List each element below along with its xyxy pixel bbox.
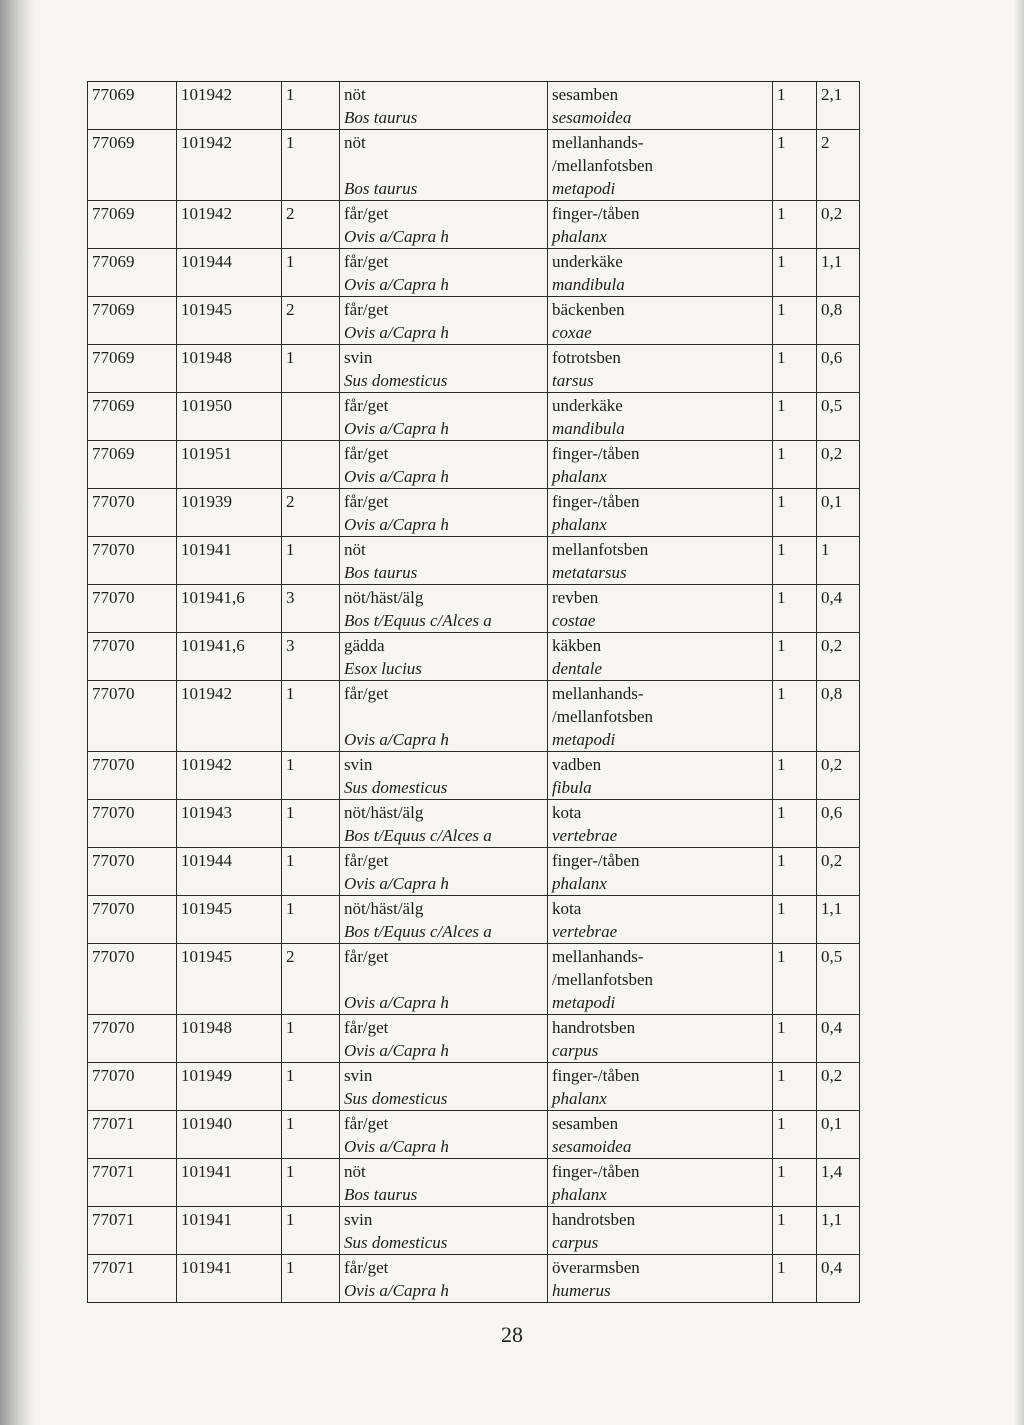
skeletal-element-cell: [548, 1063, 773, 1111]
lab-number-cell: 77071: [88, 1111, 177, 1159]
species-swedish-name: svin: [344, 1066, 373, 1085]
lab-number-cell: 77070: [88, 585, 177, 633]
species-latin-name: Bos taurus: [344, 179, 418, 198]
fragment-count-cell: 1: [773, 1159, 817, 1207]
weight-cell: 0,6: [817, 345, 860, 393]
skeletal-element-cell: [548, 800, 773, 848]
find-number-cell: 101948: [177, 1015, 282, 1063]
element-swedish-name: finger-/tåben: [552, 1066, 640, 1085]
find-number-cell: 101941,6: [177, 633, 282, 681]
skeletal-element-cell: [548, 585, 773, 633]
species-latin-name: Ovis a/Capra h: [344, 1137, 449, 1156]
skeletal-element-cell: [548, 297, 773, 345]
context-number-cell: 2: [282, 489, 340, 537]
page-edge-shadow: [1014, 0, 1024, 1425]
context-number-cell: 1: [282, 800, 340, 848]
species-latin-name: Bos taurus: [344, 108, 418, 127]
species-cell: [340, 441, 548, 489]
species-cell: [340, 82, 548, 130]
element-swedish-name: vadben: [552, 755, 602, 774]
species-latin-name: Ovis a/Capra h: [344, 874, 449, 893]
species-swedish-name: nöt: [344, 540, 366, 559]
table-row: [88, 297, 860, 345]
element-swedish-name: mellanfotsben: [552, 540, 649, 559]
element-swedish-name: underkäke: [552, 252, 623, 271]
find-number-cell: 101942: [177, 681, 282, 752]
species-swedish-name: nöt/häst/älg: [344, 588, 424, 607]
species-latin-name: Ovis a/Capra h: [344, 730, 449, 749]
lab-number-cell: 77070: [88, 537, 177, 585]
species-latin-name: Esox lucius: [344, 659, 422, 678]
species-latin-name: Bos t/Equus c/Alces a: [344, 922, 492, 941]
page-binding-shadow: [0, 0, 34, 1425]
element-swedish-name: bäckenben: [552, 300, 625, 319]
species-latin-name: Sus domesticus: [344, 1233, 448, 1252]
element-swedish-name: finger-/tåben: [552, 204, 640, 223]
table-row: [88, 130, 860, 201]
weight-cell: 1: [817, 537, 860, 585]
find-number-cell: 101942: [177, 82, 282, 130]
element-latin-name: carpus: [552, 1233, 599, 1252]
context-number-cell: 1: [282, 537, 340, 585]
lab-number-cell: 77070: [88, 1063, 177, 1111]
lab-number-cell: 77069: [88, 249, 177, 297]
weight-cell: 0,5: [817, 944, 860, 1015]
species-cell: [340, 1111, 548, 1159]
element-swedish-name: finger-/tåben: [552, 444, 640, 463]
find-number-cell: 101944: [177, 848, 282, 896]
context-number-cell: 2: [282, 201, 340, 249]
element-swedish-name: sesamben: [552, 85, 619, 104]
find-number-cell: 101943: [177, 800, 282, 848]
table-row: [88, 537, 860, 585]
weight-cell: 0,8: [817, 297, 860, 345]
skeletal-element-cell: [548, 82, 773, 130]
table-row: [88, 1111, 860, 1159]
species-cell: [340, 896, 548, 944]
find-number-cell: 101944: [177, 249, 282, 297]
fragment-count-cell: 1: [773, 393, 817, 441]
find-number-cell: 101949: [177, 1063, 282, 1111]
species-latin-name: Ovis a/Capra h: [344, 275, 449, 294]
table-row: [88, 1255, 860, 1303]
find-number-cell: 101951: [177, 441, 282, 489]
element-latin-name: vertebrae: [552, 826, 618, 845]
weight-cell: 1,1: [817, 896, 860, 944]
skeletal-element-cell: [548, 1015, 773, 1063]
species-latin-name: Sus domesticus: [344, 1089, 448, 1108]
lab-number-cell: 77070: [88, 633, 177, 681]
species-swedish-name: nöt/häst/älg: [344, 899, 424, 918]
element-swedish-name: revben: [552, 588, 599, 607]
find-number-cell: 101941,6: [177, 585, 282, 633]
species-swedish-name: får/get: [344, 1114, 389, 1133]
context-number-cell: 1: [282, 82, 340, 130]
species-cell: [340, 393, 548, 441]
species-latin-name: Ovis a/Capra h: [344, 515, 449, 534]
species-latin-name: Ovis a/Capra h: [344, 1281, 449, 1300]
skeletal-element-cell: [548, 249, 773, 297]
element-swedish-name: kota: [552, 899, 582, 918]
bone-finds-table: [87, 81, 860, 1303]
element-swedish-name: finger-/tåben: [552, 1162, 640, 1181]
skeletal-element-cell: [548, 489, 773, 537]
element-latin-name: mandibula: [552, 275, 625, 294]
context-number-cell: 1: [282, 681, 340, 752]
species-cell: [340, 201, 548, 249]
skeletal-element-cell: [548, 633, 773, 681]
table-row: [88, 441, 860, 489]
element-latin-name: phalanx: [552, 874, 607, 893]
element-swedish-name: käkben: [552, 636, 602, 655]
species-cell: [340, 345, 548, 393]
species-latin-name: Ovis a/Capra h: [344, 467, 449, 486]
weight-cell: 0,2: [817, 1063, 860, 1111]
weight-cell: 0,2: [817, 633, 860, 681]
bone-finds-table-body: [88, 82, 860, 1303]
lab-number-cell: 77070: [88, 752, 177, 800]
table-row: [88, 585, 860, 633]
species-swedish-name: får/get: [344, 684, 389, 703]
weight-cell: 2: [817, 130, 860, 201]
fragment-count-cell: 1: [773, 201, 817, 249]
lab-number-cell: 77071: [88, 1207, 177, 1255]
element-swedish-name: kota: [552, 803, 582, 822]
element-latin-name: metapodi: [552, 993, 616, 1012]
table-row: [88, 1015, 860, 1063]
species-latin-name: Sus domesticus: [344, 778, 448, 797]
skeletal-element-cell: [548, 681, 773, 752]
species-cell: [340, 249, 548, 297]
element-latin-name: sesamoidea: [552, 108, 632, 127]
weight-cell: 0,4: [817, 1255, 860, 1303]
element-latin-name: tarsus: [552, 371, 594, 390]
element-latin-name: humerus: [552, 1281, 611, 1300]
skeletal-element-cell: [548, 1111, 773, 1159]
weight-cell: 0,5: [817, 393, 860, 441]
element-swedish-name: finger-/tåben: [552, 851, 640, 870]
weight-cell: 1,1: [817, 1207, 860, 1255]
species-swedish-name: får/get: [344, 947, 389, 966]
find-number-cell: 101941: [177, 1159, 282, 1207]
species-cell: [340, 681, 548, 752]
table-row: [88, 345, 860, 393]
find-number-cell: 101942: [177, 201, 282, 249]
element-swedish-name: handrotsben: [552, 1210, 636, 1229]
element-swedish-name: mellanhands- /mellanfotsben: [552, 133, 654, 175]
skeletal-element-cell: [548, 752, 773, 800]
element-latin-name: phalanx: [552, 515, 607, 534]
table-row: [88, 633, 860, 681]
fragment-count-cell: 1: [773, 1015, 817, 1063]
find-number-cell: 101940: [177, 1111, 282, 1159]
find-number-cell: 101942: [177, 130, 282, 201]
page-number: 28: [501, 1322, 523, 1347]
context-number-cell: 2: [282, 944, 340, 1015]
element-latin-name: phalanx: [552, 227, 607, 246]
lab-number-cell: 77070: [88, 800, 177, 848]
context-number-cell: 1: [282, 896, 340, 944]
species-cell: [340, 1207, 548, 1255]
species-latin-name: Bos taurus: [344, 563, 418, 582]
table-row: [88, 201, 860, 249]
find-number-cell: 101945: [177, 297, 282, 345]
species-swedish-name: svin: [344, 755, 373, 774]
weight-cell: 0,1: [817, 489, 860, 537]
lab-number-cell: 77069: [88, 297, 177, 345]
fragment-count-cell: 1: [773, 82, 817, 130]
species-swedish-name: svin: [344, 348, 373, 367]
fragment-count-cell: 1: [773, 681, 817, 752]
species-swedish-name: nöt: [344, 1162, 366, 1181]
lab-number-cell: 77070: [88, 896, 177, 944]
species-cell: [340, 1063, 548, 1111]
skeletal-element-cell: [548, 1207, 773, 1255]
fragment-count-cell: 1: [773, 1207, 817, 1255]
lab-number-cell: 77071: [88, 1255, 177, 1303]
context-number-cell: 1: [282, 848, 340, 896]
fragment-count-cell: 1: [773, 752, 817, 800]
context-number-cell: [282, 393, 340, 441]
table-row: [88, 249, 860, 297]
element-latin-name: phalanx: [552, 467, 607, 486]
element-swedish-name: handrotsben: [552, 1018, 636, 1037]
weight-cell: 1,4: [817, 1159, 860, 1207]
table-row: [88, 82, 860, 130]
find-number-cell: 101941: [177, 1255, 282, 1303]
weight-cell: 0,2: [817, 752, 860, 800]
weight-cell: 1,1: [817, 249, 860, 297]
species-swedish-name: får/get: [344, 851, 389, 870]
find-number-cell: 101948: [177, 345, 282, 393]
element-latin-name: carpus: [552, 1041, 599, 1060]
table-row: [88, 681, 860, 752]
lab-number-cell: 77070: [88, 489, 177, 537]
species-swedish-name: får/get: [344, 444, 389, 463]
species-latin-name: Bos t/Equus c/Alces a: [344, 611, 492, 630]
fragment-count-cell: 1: [773, 441, 817, 489]
context-number-cell: 1: [282, 345, 340, 393]
context-number-cell: 1: [282, 1255, 340, 1303]
species-swedish-name: nöt: [344, 85, 366, 104]
weight-cell: 0,6: [817, 800, 860, 848]
species-cell: [340, 848, 548, 896]
lab-number-cell: 77069: [88, 82, 177, 130]
element-latin-name: sesamoidea: [552, 1137, 632, 1156]
table-row: [88, 848, 860, 896]
find-number-cell: 101941: [177, 1207, 282, 1255]
species-cell: [340, 800, 548, 848]
element-latin-name: phalanx: [552, 1185, 607, 1204]
species-cell: [340, 489, 548, 537]
table-row: [88, 1207, 860, 1255]
skeletal-element-cell: [548, 345, 773, 393]
weight-cell: 0,2: [817, 848, 860, 896]
lab-number-cell: 77070: [88, 944, 177, 1015]
fragment-count-cell: 1: [773, 944, 817, 1015]
element-latin-name: fibula: [552, 778, 592, 797]
element-swedish-name: mellanhands- /mellanfotsben: [552, 684, 654, 726]
species-swedish-name: får/get: [344, 252, 389, 271]
skeletal-element-cell: [548, 1255, 773, 1303]
fragment-count-cell: 1: [773, 585, 817, 633]
weight-cell: 0,1: [817, 1111, 860, 1159]
species-latin-name: Bos t/Equus c/Alces a: [344, 826, 492, 845]
element-latin-name: costae: [552, 611, 596, 630]
element-swedish-name: underkäke: [552, 396, 623, 415]
weight-cell: 0,4: [817, 1015, 860, 1063]
skeletal-element-cell: [548, 944, 773, 1015]
find-number-cell: 101945: [177, 944, 282, 1015]
skeletal-element-cell: [548, 537, 773, 585]
element-swedish-name: mellanhands- /mellanfotsben: [552, 947, 654, 989]
context-number-cell: 1: [282, 1159, 340, 1207]
find-number-cell: 101950: [177, 393, 282, 441]
species-cell: [340, 537, 548, 585]
fragment-count-cell: 1: [773, 633, 817, 681]
skeletal-element-cell: [548, 1159, 773, 1207]
element-latin-name: dentale: [552, 659, 603, 678]
find-number-cell: 101945: [177, 896, 282, 944]
table-row: [88, 489, 860, 537]
species-swedish-name: får/get: [344, 396, 389, 415]
species-latin-name: Ovis a/Capra h: [344, 1041, 449, 1060]
skeletal-element-cell: [548, 130, 773, 201]
fragment-count-cell: 1: [773, 249, 817, 297]
table-row: [88, 800, 860, 848]
table-row: [88, 896, 860, 944]
find-number-cell: 101942: [177, 752, 282, 800]
lab-number-cell: 77070: [88, 1015, 177, 1063]
species-cell: [340, 633, 548, 681]
lab-number-cell: 77069: [88, 130, 177, 201]
table-row: [88, 752, 860, 800]
element-swedish-name: sesamben: [552, 1114, 619, 1133]
species-latin-name: Ovis a/Capra h: [344, 323, 449, 342]
fragment-count-cell: 1: [773, 800, 817, 848]
skeletal-element-cell: [548, 848, 773, 896]
element-latin-name: metatarsus: [552, 563, 627, 582]
lab-number-cell: 77069: [88, 441, 177, 489]
table-row: [88, 1159, 860, 1207]
species-swedish-name: får/get: [344, 204, 389, 223]
fragment-count-cell: 1: [773, 848, 817, 896]
fragment-count-cell: 1: [773, 896, 817, 944]
lab-number-cell: 77069: [88, 345, 177, 393]
fragment-count-cell: 1: [773, 130, 817, 201]
context-number-cell: 1: [282, 249, 340, 297]
element-latin-name: metapodi: [552, 730, 616, 749]
context-number-cell: 3: [282, 633, 340, 681]
context-number-cell: 1: [282, 1207, 340, 1255]
species-swedish-name: får/get: [344, 492, 389, 511]
fragment-count-cell: 1: [773, 345, 817, 393]
context-number-cell: [282, 441, 340, 489]
fragment-count-cell: 1: [773, 1111, 817, 1159]
context-number-cell: 1: [282, 1015, 340, 1063]
element-latin-name: metapodi: [552, 179, 616, 198]
fragment-count-cell: 1: [773, 1063, 817, 1111]
species-latin-name: Bos taurus: [344, 1185, 418, 1204]
lab-number-cell: 77069: [88, 201, 177, 249]
context-number-cell: 2: [282, 297, 340, 345]
species-cell: [340, 752, 548, 800]
species-cell: [340, 130, 548, 201]
context-number-cell: 3: [282, 585, 340, 633]
element-latin-name: vertebrae: [552, 922, 618, 941]
lab-number-cell: 77070: [88, 848, 177, 896]
weight-cell: 0,2: [817, 201, 860, 249]
species-swedish-name: nöt/häst/älg: [344, 803, 424, 822]
weight-cell: 0,2: [817, 441, 860, 489]
species-cell: [340, 944, 548, 1015]
element-latin-name: mandibula: [552, 419, 625, 438]
table-row: [88, 1063, 860, 1111]
species-latin-name: Sus domesticus: [344, 371, 448, 390]
skeletal-element-cell: [548, 201, 773, 249]
skeletal-element-cell: [548, 441, 773, 489]
context-number-cell: 1: [282, 1063, 340, 1111]
context-number-cell: 1: [282, 1111, 340, 1159]
species-cell: [340, 297, 548, 345]
species-swedish-name: svin: [344, 1210, 373, 1229]
fragment-count-cell: 1: [773, 297, 817, 345]
species-cell: [340, 585, 548, 633]
weight-cell: 0,8: [817, 681, 860, 752]
table-row: [88, 393, 860, 441]
species-cell: [340, 1159, 548, 1207]
fragment-count-cell: 1: [773, 1255, 817, 1303]
lab-number-cell: 77070: [88, 681, 177, 752]
element-latin-name: coxae: [552, 323, 592, 342]
species-swedish-name: gädda: [344, 636, 385, 655]
fragment-count-cell: 1: [773, 537, 817, 585]
element-swedish-name: finger-/tåben: [552, 492, 640, 511]
element-latin-name: phalanx: [552, 1089, 607, 1108]
find-number-cell: 101941: [177, 537, 282, 585]
species-latin-name: Ovis a/Capra h: [344, 993, 449, 1012]
element-swedish-name: fotrotsben: [552, 348, 621, 367]
species-latin-name: Ovis a/Capra h: [344, 227, 449, 246]
fragment-count-cell: 1: [773, 489, 817, 537]
species-swedish-name: nöt: [344, 133, 366, 152]
lab-number-cell: 77071: [88, 1159, 177, 1207]
species-cell: [340, 1255, 548, 1303]
context-number-cell: 1: [282, 130, 340, 201]
species-swedish-name: får/get: [344, 1018, 389, 1037]
weight-cell: 0,4: [817, 585, 860, 633]
table-row: [88, 944, 860, 1015]
find-number-cell: 101939: [177, 489, 282, 537]
element-swedish-name: överarmsben: [552, 1258, 640, 1277]
skeletal-element-cell: [548, 393, 773, 441]
skeletal-element-cell: [548, 896, 773, 944]
lab-number-cell: 77069: [88, 393, 177, 441]
species-swedish-name: får/get: [344, 300, 389, 319]
species-latin-name: Ovis a/Capra h: [344, 419, 449, 438]
context-number-cell: 1: [282, 752, 340, 800]
species-swedish-name: får/get: [344, 1258, 389, 1277]
species-cell: [340, 1015, 548, 1063]
weight-cell: 2,1: [817, 82, 860, 130]
